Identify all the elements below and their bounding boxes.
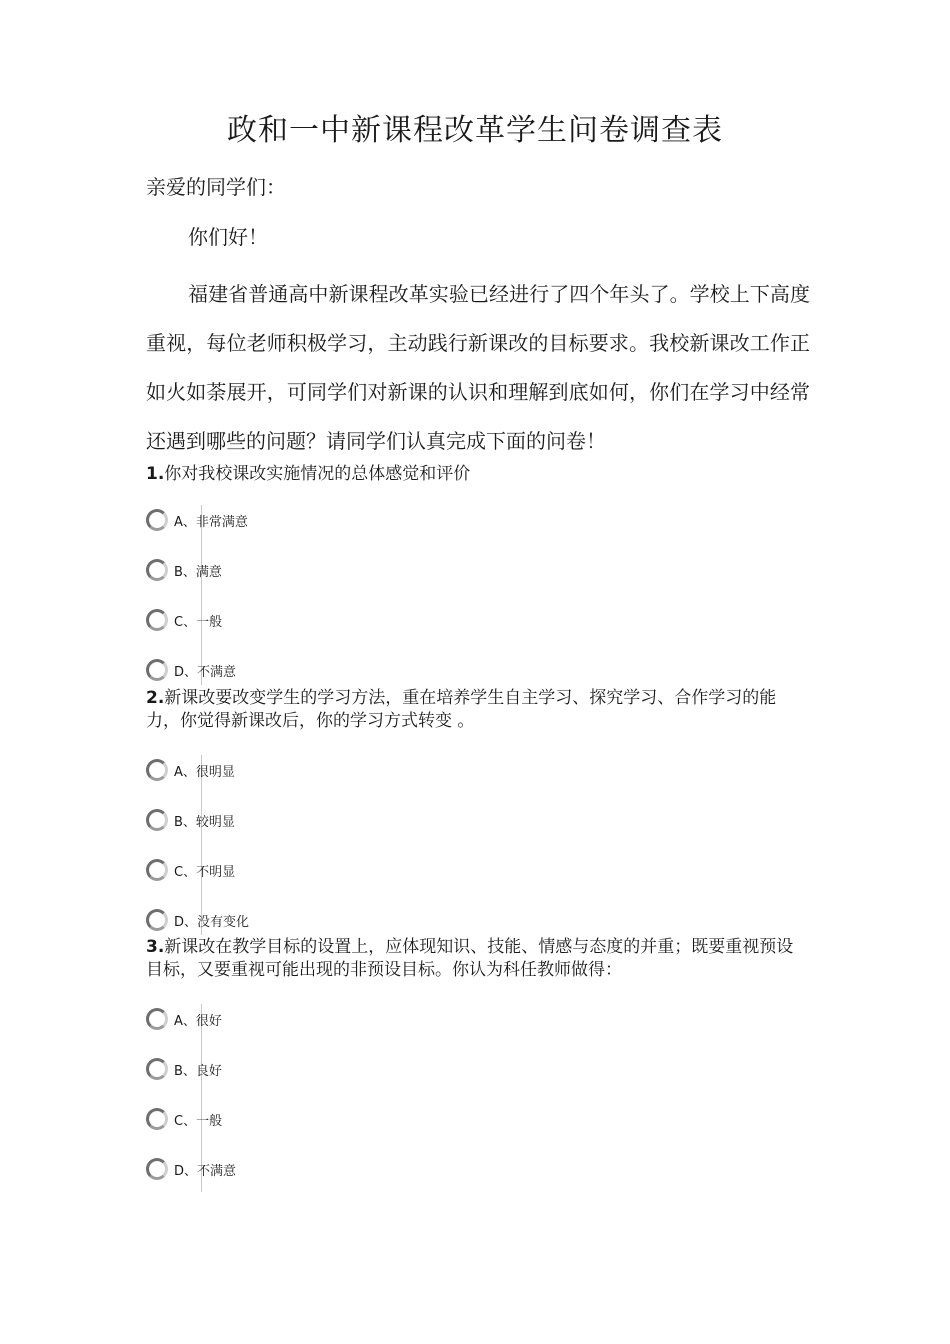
option-text: 不明显: [196, 864, 236, 880]
option-1-a[interactable]: [146, 505, 248, 535]
question-number: 3.: [146, 937, 165, 957]
option-letter: C、: [174, 1113, 197, 1129]
option-text: 很好: [195, 1013, 222, 1029]
radio-icon[interactable]: [146, 1008, 168, 1030]
radio-icon[interactable]: [146, 509, 168, 531]
greeting: 亲爱的同学们：: [146, 175, 286, 199]
option-text: 没有变化: [197, 914, 250, 930]
radio-icon[interactable]: [146, 659, 168, 681]
option-text: 不满意: [197, 664, 237, 680]
option-letter: D、: [174, 914, 198, 930]
option-letter: D、: [174, 664, 198, 680]
option-letter: D、: [174, 1163, 198, 1179]
radio-icon[interactable]: [146, 1158, 168, 1180]
option-text: 一般: [196, 1113, 223, 1129]
radio-icon[interactable]: [146, 859, 168, 881]
option-text: 良好: [195, 1063, 222, 1079]
question-number: 1.: [146, 464, 165, 484]
option-text: 不满意: [197, 1163, 237, 1179]
option-1-c[interactable]: [146, 605, 222, 635]
option-3-c[interactable]: [146, 1104, 222, 1134]
radio-icon[interactable]: [146, 1108, 168, 1130]
hello-line: 你们好！: [188, 225, 268, 249]
option-letter: B、: [174, 564, 196, 580]
option-3-a[interactable]: [146, 1004, 222, 1034]
radio-icon[interactable]: [146, 1058, 168, 1080]
option-text: 很明显: [195, 764, 235, 780]
question-text: 你对我校课改实施情况的总体感觉和评价: [164, 464, 471, 484]
radio-icon[interactable]: [146, 809, 168, 831]
question-1: [146, 463, 810, 486]
radio-icon[interactable]: [146, 609, 168, 631]
radio-icon[interactable]: [146, 759, 168, 781]
question-3-options: [146, 1004, 546, 1192]
page-title: 政和一中新课程改革学生问卷调查表: [227, 113, 723, 148]
option-1-b[interactable]: [146, 555, 222, 585]
question-3: [146, 936, 810, 982]
option-3-d[interactable]: [146, 1154, 236, 1184]
question-number: 2.: [146, 688, 165, 708]
option-letter: A、: [174, 764, 196, 780]
question-text: 新课改在教学目标的设置上，应体现知识、技能、情感与态度的并重；既要重视预设目标，又要重视可能出现的非预设目标。你认为科任教师做得：: [146, 937, 794, 980]
option-2-c[interactable]: [146, 855, 235, 885]
question-2: [146, 687, 810, 733]
option-letter: B、: [174, 1063, 196, 1079]
option-1-d[interactable]: [146, 655, 236, 685]
radio-icon[interactable]: [146, 559, 168, 581]
question-1-options: [146, 505, 546, 685]
option-2-b[interactable]: [146, 805, 235, 835]
option-2-a[interactable]: [146, 755, 235, 785]
question-text: 新课改要改变学生的学习方法，重在培养学生自主学习、探究学习、合作学习的能力，你觉得新课改后，你的学习方式转变 。: [146, 688, 777, 731]
option-letter: A、: [174, 1013, 196, 1029]
option-letter: A、: [174, 514, 196, 530]
intro-paragraph: 福建省普通高中新课程改革实验已经进行了四个年头了。学校上下高度重视，每位老师积极学习，主动践行新课改的目标要求。我校新课改工作正如火如荼展开，可同学们对新课的认识和理解到底如何，你们在学习中经常还遇到哪些的问题？请同学们认真完成下面的问卷！: [146, 282, 810, 453]
option-letter: C、: [174, 864, 197, 880]
option-text: 一般: [196, 614, 223, 630]
option-text: 非常满意: [195, 514, 248, 530]
option-text: 满意: [195, 564, 222, 580]
question-2-options: [146, 755, 546, 935]
option-3-b[interactable]: [146, 1054, 222, 1084]
option-text: 较明显: [195, 814, 235, 830]
radio-icon[interactable]: [146, 909, 168, 931]
option-letter: B、: [174, 814, 196, 830]
option-letter: C、: [174, 614, 197, 630]
option-2-d[interactable]: [146, 905, 249, 935]
